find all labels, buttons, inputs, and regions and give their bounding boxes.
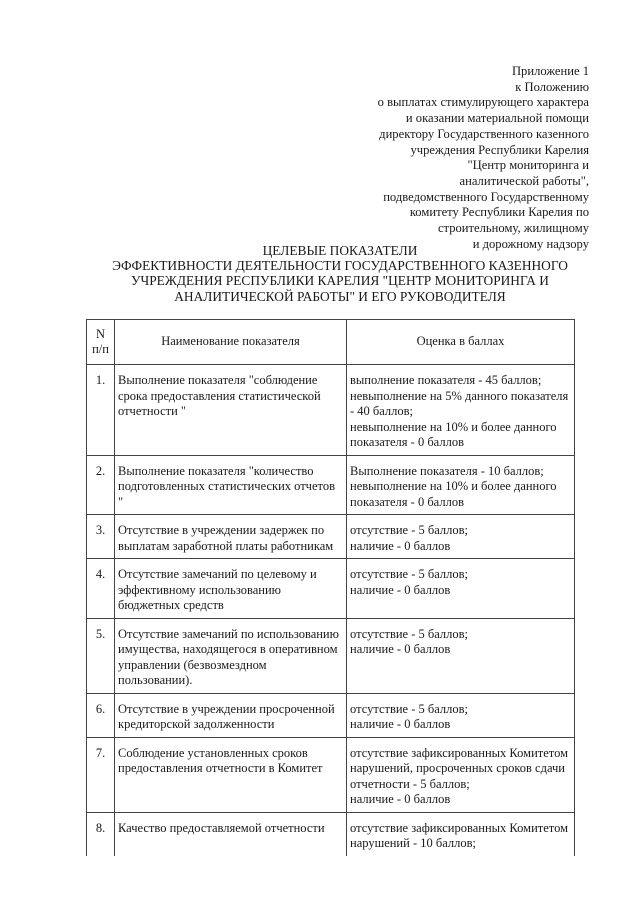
appendix-line: строительному, жилищному <box>437 221 589 236</box>
table-row <box>87 455 575 515</box>
score-cell <box>347 618 575 693</box>
table-header-row <box>87 320 575 365</box>
row-number: 7. <box>87 737 115 812</box>
score-cell <box>347 515 575 559</box>
row-number: 1. <box>87 365 115 456</box>
score-line: Выполнение показателя - 10 баллов; <box>350 463 544 478</box>
score-line: наличие - 0 баллов <box>350 582 451 597</box>
row-number: 8. <box>87 812 115 856</box>
table-row <box>87 515 575 559</box>
indicator-name: Выполнение показателя "соблюдение срока предоставления статистической отчетности " <box>115 365 347 456</box>
score-cell <box>347 737 575 812</box>
score-line: выполнение показателя - 45 баллов; <box>350 373 542 387</box>
score-line: отсутствие зафиксированных Комитетом нарушений - 10 баллов; <box>350 820 568 850</box>
title-line: ЭФФЕКТИВНОСТИ ДЕЯТЕЛЬНОСТИ ГОСУДАРСТВЕННОГО КАЗЕННОГО <box>112 258 568 274</box>
title-line: ЦЕЛЕВЫЕ ПОКАЗАТЕЛИ <box>262 243 418 258</box>
table-row <box>87 693 575 737</box>
score-line: невыполнение на 10% и более данного показателя - 0 баллов <box>350 479 557 509</box>
score-line: наличие - 0 баллов <box>350 792 451 806</box>
title-line: УЧРЕЖДЕНИЯ РЕСПУБЛИКИ КАРЕЛИЯ "ЦЕНТР МОНИТОРИНГА И <box>131 273 549 289</box>
score-line: отсутствие - 5 баллов; <box>350 701 469 716</box>
score-line: наличие - 0 баллов <box>350 642 451 656</box>
score-line: невыполнение на 10% и более данного показателя - 0 баллов <box>350 419 557 449</box>
appendix-line: и оказании материальной помощи <box>405 111 589 126</box>
appendix-line: Приложение 1 <box>511 64 589 78</box>
score-line: невыполнение на 5% данного показателя - 40 баллов; <box>350 388 569 418</box>
score-cell <box>347 455 575 515</box>
indicator-name: Соблюдение установленных сроков предоставления отчетности в Комитет <box>115 737 347 812</box>
header-name: Наименование показателя <box>115 320 347 365</box>
row-number: 6. <box>87 693 115 737</box>
indicator-name: Отсутствие в учреждении задержек по выплатам заработной платы работникам <box>115 515 347 559</box>
table-row <box>87 812 575 856</box>
score-line: отсутствие - 5 баллов; <box>350 523 469 537</box>
appendix-line: учреждения Республики Карелия <box>410 142 589 157</box>
score-cell <box>347 693 575 737</box>
appendix-line: к Положению <box>515 79 589 94</box>
table-row <box>87 618 575 693</box>
appendix-line: о выплатах стимулирующего характера <box>377 95 589 110</box>
row-number: 3. <box>87 515 115 559</box>
score-line: отсутствие зафиксированных Комитетом нарушений, просроченных сроков сдачи отчетности - 5 баллов; <box>350 745 568 791</box>
indicators-table <box>86 319 575 856</box>
appendix-note <box>378 64 589 252</box>
header-num <box>87 320 115 365</box>
title-line: АНАЛИТИЧЕСКОЙ РАБОТЫ" И ЕГО РУКОВОДИТЕЛЯ <box>174 288 506 304</box>
appendix-line: и дорожному надзору <box>472 236 589 251</box>
score-cell <box>347 559 575 619</box>
row-number: 2. <box>87 455 115 515</box>
table-row <box>87 559 575 619</box>
header-num-line2: п/п <box>92 342 109 356</box>
appendix-line: аналитической работы", <box>459 173 589 188</box>
document-title <box>60 243 620 304</box>
score-line: отсутствие - 5 баллов; <box>350 567 469 581</box>
indicator-name: Отсутствие в учреждении просроченной кредиторской задолженности <box>115 693 347 737</box>
row-number: 4. <box>87 559 115 619</box>
table-row <box>87 365 575 456</box>
header-score: Оценка в баллах <box>347 320 575 365</box>
score-line: наличие - 0 баллов <box>350 538 451 553</box>
table-row <box>87 737 575 812</box>
appendix-line: подведомственного Государственному <box>383 189 589 204</box>
score-cell <box>347 365 575 456</box>
row-number: 5. <box>87 618 115 693</box>
header-num-line1: N <box>95 326 106 341</box>
appendix-line: комитету Республики Карелия по <box>409 205 589 220</box>
indicator-name: Качество предоставляемой отчетности <box>115 812 347 856</box>
indicator-name: Выполнение показателя "количество подготовленных статистических отчетов " <box>115 455 347 515</box>
indicator-name: Отсутствие замечаний по использованию имущества, находящегося в оперативном управлении (безвозмездном пользовании). <box>115 618 347 693</box>
score-line: наличие - 0 баллов <box>350 717 451 731</box>
indicator-name: Отсутствие замечаний по целевому и эффективному использованию бюджетных средств <box>115 559 347 619</box>
score-cell <box>347 812 575 856</box>
score-line: отсутствие - 5 баллов; <box>350 626 469 641</box>
appendix-line: "Центр мониторинга и <box>467 158 589 173</box>
appendix-line: директору Государственного казенного <box>379 126 589 141</box>
